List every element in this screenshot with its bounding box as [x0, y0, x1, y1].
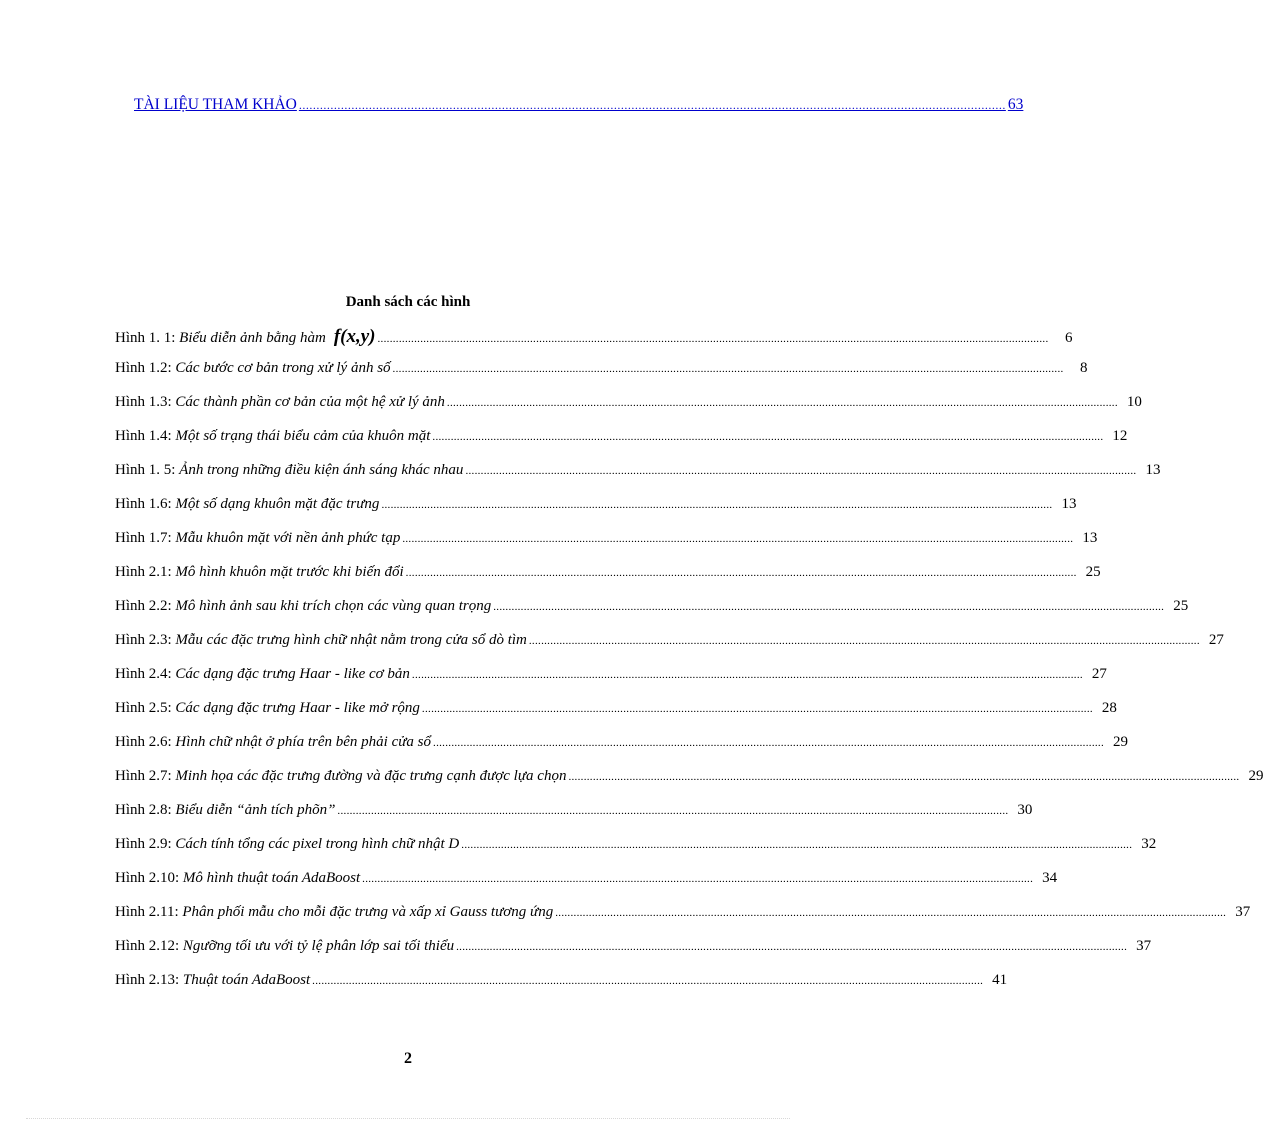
- figure-caption: Thuật toán AdaBoost: [182, 972, 311, 988]
- figure-leader-dots: ............................................................................................................................................................................................................................: [421, 703, 1093, 715]
- figure-leader-dots: ............................................................................................................................................................................................................................: [405, 567, 1077, 579]
- figure-label: Hình 2.7:: [115, 768, 172, 784]
- figure-page-number: 10: [1126, 394, 1142, 410]
- figure-caption: Các thành phần cơ bản của một hệ xử lý ảnh: [175, 394, 445, 410]
- figure-leader-dots: ............................................................................................................................................................................................................................: [456, 941, 1128, 953]
- figure-list-item[interactable]: [115, 802, 1033, 836]
- figure-caption: Mẫu các đặc trưng hình chữ nhật nằm trong cửa sổ dò tìm: [175, 632, 527, 648]
- figure-leader-dots: ............................................................................................................................................................................................................................: [555, 907, 1227, 919]
- figure-caption: Biểu diễn ảnh bằng hàm: [179, 330, 326, 346]
- figure-list-item[interactable]: [115, 972, 1008, 1006]
- figure-caption: Các dạng đặc trưng Haar - like cơ bản: [175, 666, 410, 682]
- figure-leader-dots: ............................................................................................................................................................................................................................: [433, 737, 1105, 749]
- figure-label: Hình 2.4:: [115, 666, 172, 682]
- figure-leader-dots: ............................................................................................................................................................................................................................: [312, 975, 984, 987]
- figure-list-item[interactable]: [115, 938, 1152, 972]
- figure-leader-dots: ............................................................................................................................................................................................................................: [446, 397, 1118, 409]
- figure-list-item[interactable]: [115, 326, 1073, 360]
- figure-caption: Các bước cơ bản trong xử lý ảnh số: [175, 360, 391, 376]
- figure-page-number: 13: [1145, 462, 1161, 478]
- figure-math-expression: f(x,y): [333, 326, 376, 347]
- toc-entry-label: TÀI LIỆU THAM KHẢO: [134, 96, 297, 113]
- toc-entry-page: 63: [1007, 96, 1024, 113]
- figure-list-title: Danh sách các hình: [345, 294, 471, 310]
- figure-label: Hình 2.5:: [115, 700, 172, 716]
- figure-page-number: 25: [1085, 564, 1101, 580]
- figure-leader-dots: ............................................................................................................................................................................................................................: [432, 431, 1104, 443]
- figure-caption: Mẫu khuôn mặt với nền ảnh phức tạp: [175, 530, 401, 546]
- figure-list-item[interactable]: [115, 666, 1107, 700]
- figure-list-item[interactable]: [115, 836, 1157, 870]
- figure-leader-dots: ............................................................................................................................................................................................................................: [568, 771, 1240, 783]
- figure-page-number: 34: [1042, 870, 1058, 886]
- figure-list-item[interactable]: [115, 904, 1251, 938]
- figure-caption: Cách tính tổng các pixel trong hình chữ nhật D: [175, 836, 460, 852]
- figure-label: Hình 2.1:: [115, 564, 172, 580]
- figure-caption: Phân phối mẫu cho mỗi đặc trưng và xấp xỉ Gauss tương ứng: [182, 904, 554, 920]
- figure-caption: Minh họa các đặc trưng đường và đặc trưng cạnh được lựa chọn: [175, 768, 567, 784]
- figure-page-number: 25: [1173, 598, 1189, 614]
- figure-leader-dots: ............................................................................................................................................................................................................................: [411, 669, 1083, 681]
- figure-list-item[interactable]: [115, 360, 1088, 394]
- figure-list-item[interactable]: [115, 734, 1129, 768]
- figure-label: Hình 1.7:: [115, 530, 172, 546]
- figure-page-number: 6: [1065, 330, 1073, 346]
- figure-caption: Biểu diễn “ảnh tích phõn”: [175, 802, 336, 818]
- figure-list-item[interactable]: [115, 598, 1189, 632]
- figure-label: Hình 1.2:: [115, 360, 172, 376]
- figure-page-number: 37: [1136, 938, 1152, 954]
- figure-label: Hình 2.10:: [115, 870, 180, 886]
- figure-caption: Mô hình ảnh sau khi trích chọn các vùng quan trọng: [175, 598, 492, 614]
- figure-label: Hình 2.9:: [115, 836, 172, 852]
- figure-caption: Ngưỡng tối ưu với tỷ lệ phân lớp sai tối thiểu: [182, 938, 455, 954]
- figure-page-number: 37: [1235, 904, 1251, 920]
- figure-label: Hình 1.4:: [115, 428, 172, 444]
- page-number: 2: [404, 1050, 412, 1067]
- figure-leader-dots: ............................................................................................................................................................................................................................: [381, 499, 1053, 511]
- figure-page-number: 8: [1080, 360, 1088, 376]
- figure-page-number: 32: [1141, 836, 1157, 852]
- figure-label: Hình 1.3:: [115, 394, 172, 410]
- page-bottom-divider: [26, 1118, 790, 1119]
- figure-list-item[interactable]: [115, 632, 1224, 666]
- figure-label: Hình 2.13:: [115, 972, 180, 988]
- figure-caption: Mô hình thuật toán AdaBoost: [182, 870, 361, 886]
- figure-leader-dots: ............................................................................................................................................................................................................................: [402, 533, 1074, 545]
- figure-label: Hình 2.11:: [115, 904, 179, 920]
- figure-leader-dots: ............................................................................................................................................................................................................................: [465, 465, 1137, 477]
- figure-label: Hình 1.6:: [115, 496, 172, 512]
- figure-page-number: 13: [1061, 496, 1077, 512]
- figure-leader-dots: ............................................................................................................................................................................................................................: [528, 635, 1200, 647]
- figure-leader-dots: ............................................................................................................................................................................................................................: [377, 333, 1049, 345]
- figure-caption: Hình chữ nhật ở phía trên bên phải cửa sổ: [175, 734, 432, 750]
- figure-page-number: 30: [1017, 802, 1033, 818]
- figure-list-item[interactable]: [115, 428, 1128, 462]
- figure-leader-dots: ............................................................................................................................................................................................................................: [337, 805, 1009, 817]
- figure-label: Hình 2.6:: [115, 734, 172, 750]
- figure-list-item[interactable]: [115, 700, 1117, 734]
- figure-leader-dots: ............................................................................................................................................................................................................................: [493, 601, 1165, 613]
- figure-label: Hình 1. 1:: [115, 330, 176, 346]
- figure-page-number: 29: [1248, 768, 1263, 784]
- figure-leader-dots: ............................................................................................................................................................................................................................: [461, 839, 1133, 851]
- figure-label: Hình 1. 5:: [115, 462, 176, 478]
- figure-list-item[interactable]: [115, 496, 1077, 530]
- figure-leader-dots: ............................................................................................................................................................................................................................: [362, 873, 1034, 885]
- figure-caption: Mô hình khuôn mặt trước khi biến đổi: [175, 564, 404, 580]
- figure-page-number: 41: [992, 972, 1008, 988]
- figure-label: Hình 2.8:: [115, 802, 172, 818]
- figure-page-number: 13: [1082, 530, 1098, 546]
- figure-list-item[interactable]: [115, 462, 1161, 496]
- figure-list-item[interactable]: [115, 768, 1263, 802]
- figure-page-number: 27: [1208, 632, 1224, 648]
- figure-page-number: 29: [1113, 734, 1129, 750]
- figure-label: Hình 2.3:: [115, 632, 172, 648]
- toc-leader-dots: ..........................................................................................................................................................................................................: [298, 98, 1006, 112]
- figure-list: [115, 326, 1263, 1006]
- figure-page-number: 27: [1091, 666, 1107, 682]
- figure-caption: Ảnh trong những điều kiện ánh sáng khác nhau: [179, 462, 464, 478]
- figure-caption: Một số dạng khuôn mặt đặc trưng: [175, 496, 380, 512]
- figure-list-item[interactable]: [115, 870, 1058, 904]
- figure-caption: Một số trạng thái biểu cảm của khuôn mặt: [175, 428, 431, 444]
- figure-label: Hình 2.2:: [115, 598, 172, 614]
- figure-page-number: 12: [1112, 428, 1128, 444]
- figure-list-item[interactable]: [115, 564, 1101, 598]
- figure-list-item[interactable]: [115, 530, 1098, 564]
- toc-entry-references[interactable]: [134, 96, 1024, 118]
- figure-list-item[interactable]: [115, 394, 1142, 428]
- figure-leader-dots: ............................................................................................................................................................................................................................: [392, 363, 1064, 375]
- figure-page-number: 28: [1101, 700, 1117, 716]
- figure-caption: Các dạng đặc trưng Haar - like mở rộng: [175, 700, 420, 716]
- figure-label: Hình 2.12:: [115, 938, 180, 954]
